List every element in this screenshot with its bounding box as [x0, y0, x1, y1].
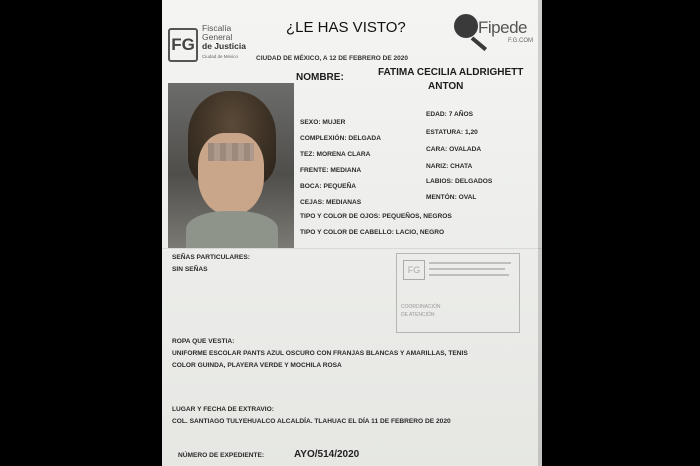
detail-estatura: ESTATURA: 1,20 — [426, 129, 478, 136]
stamp-line2: DE ATENCIÓN — [401, 312, 435, 318]
fgj-emblem-icon: FG — [168, 28, 198, 62]
detail-complexion: COMPLEXIÓN: DELGADA — [300, 135, 381, 142]
name-line1: FATIMA CECILIA ALDRIGHETT — [378, 67, 524, 78]
senas-value: SIN SEÑAS — [172, 266, 208, 273]
detail-cejas: CEJAS: MEDIANAS — [300, 199, 362, 206]
detail-tez: TEZ: MORENA CLARA — [300, 151, 371, 158]
official-stamp — [396, 253, 520, 333]
logo-text-line1: Fiscalía — [202, 23, 232, 33]
detail-boca: BOCA: PEQUEÑA — [300, 183, 357, 190]
date-line: CIUDAD DE MÉXICO, A 12 DE FEBRERO DE 2020 — [256, 55, 408, 62]
detail-sexo: SEXO: MUJER — [300, 119, 346, 126]
detail-labios: LABIOS: DELGADOS — [426, 178, 493, 185]
ropa-line1: UNIFORME ESCOLAR PANTS AZUL OSCURO CON FRANJAS BLANCAS Y AMARILLAS, TENIS — [172, 350, 468, 357]
brand-name: Fipede — [478, 18, 527, 37]
magnifier-icon — [454, 14, 478, 38]
stamp-line1: COORDINACIÓN — [401, 304, 441, 310]
logo-text-line2: General — [202, 32, 233, 42]
extravio-label: LUGAR Y FECHA DE EXTRAVIO: — [172, 406, 274, 413]
detail-cabello: TIPO Y COLOR DE CABELLO: LACIO, NEGRO — [300, 229, 445, 236]
detail-menton: MENTÓN: OVAL — [426, 194, 477, 201]
detail-edad: EDAD: 7 AÑOS — [426, 111, 474, 118]
missing-person-poster — [162, 0, 542, 466]
logo-text-line3: de Justicia — [202, 41, 246, 51]
child-photo — [168, 83, 294, 249]
name-line2: ANTON — [428, 81, 464, 92]
expediente-value: AYO/514/2020 — [294, 449, 360, 460]
blurred-eyes — [208, 143, 254, 161]
name-label: NOMBRE: — [296, 72, 344, 83]
detail-nariz: NARIZ: CHATA — [426, 163, 473, 170]
expediente-label: NÚMERO DE EXPEDIENTE: — [178, 452, 265, 459]
fipede-logo — [450, 12, 540, 56]
ropa-label: ROPA QUE VESTIA: — [172, 338, 235, 345]
logo-subtext: Ciudad de México — [202, 54, 239, 59]
divider — [162, 248, 542, 249]
extravio-value: COL. SANTIAGO TULYEHUALCO ALCALDÍA. TLAHUAC EL DÍA 11 DE FEBRERO DE 2020 — [172, 418, 451, 425]
ropa-line2: COLOR GUINDA, PLAYERA VERDE Y MOCHILA ROSA — [172, 362, 342, 369]
brand-sub: F.G.COM — [508, 38, 533, 44]
poster-title: ¿LE HAS VISTO? — [286, 19, 406, 36]
detail-frente: FRENTE: MEDIANA — [300, 167, 362, 174]
stamp-emblem-icon: FG — [403, 260, 425, 280]
detail-ojos: TIPO Y COLOR DE OJOS: PEQUEÑOS, NEGROS — [300, 213, 452, 220]
senas-label: SEÑAS PARTICULARES: — [172, 254, 250, 261]
detail-cara: CARA: OVALADA — [426, 146, 482, 153]
